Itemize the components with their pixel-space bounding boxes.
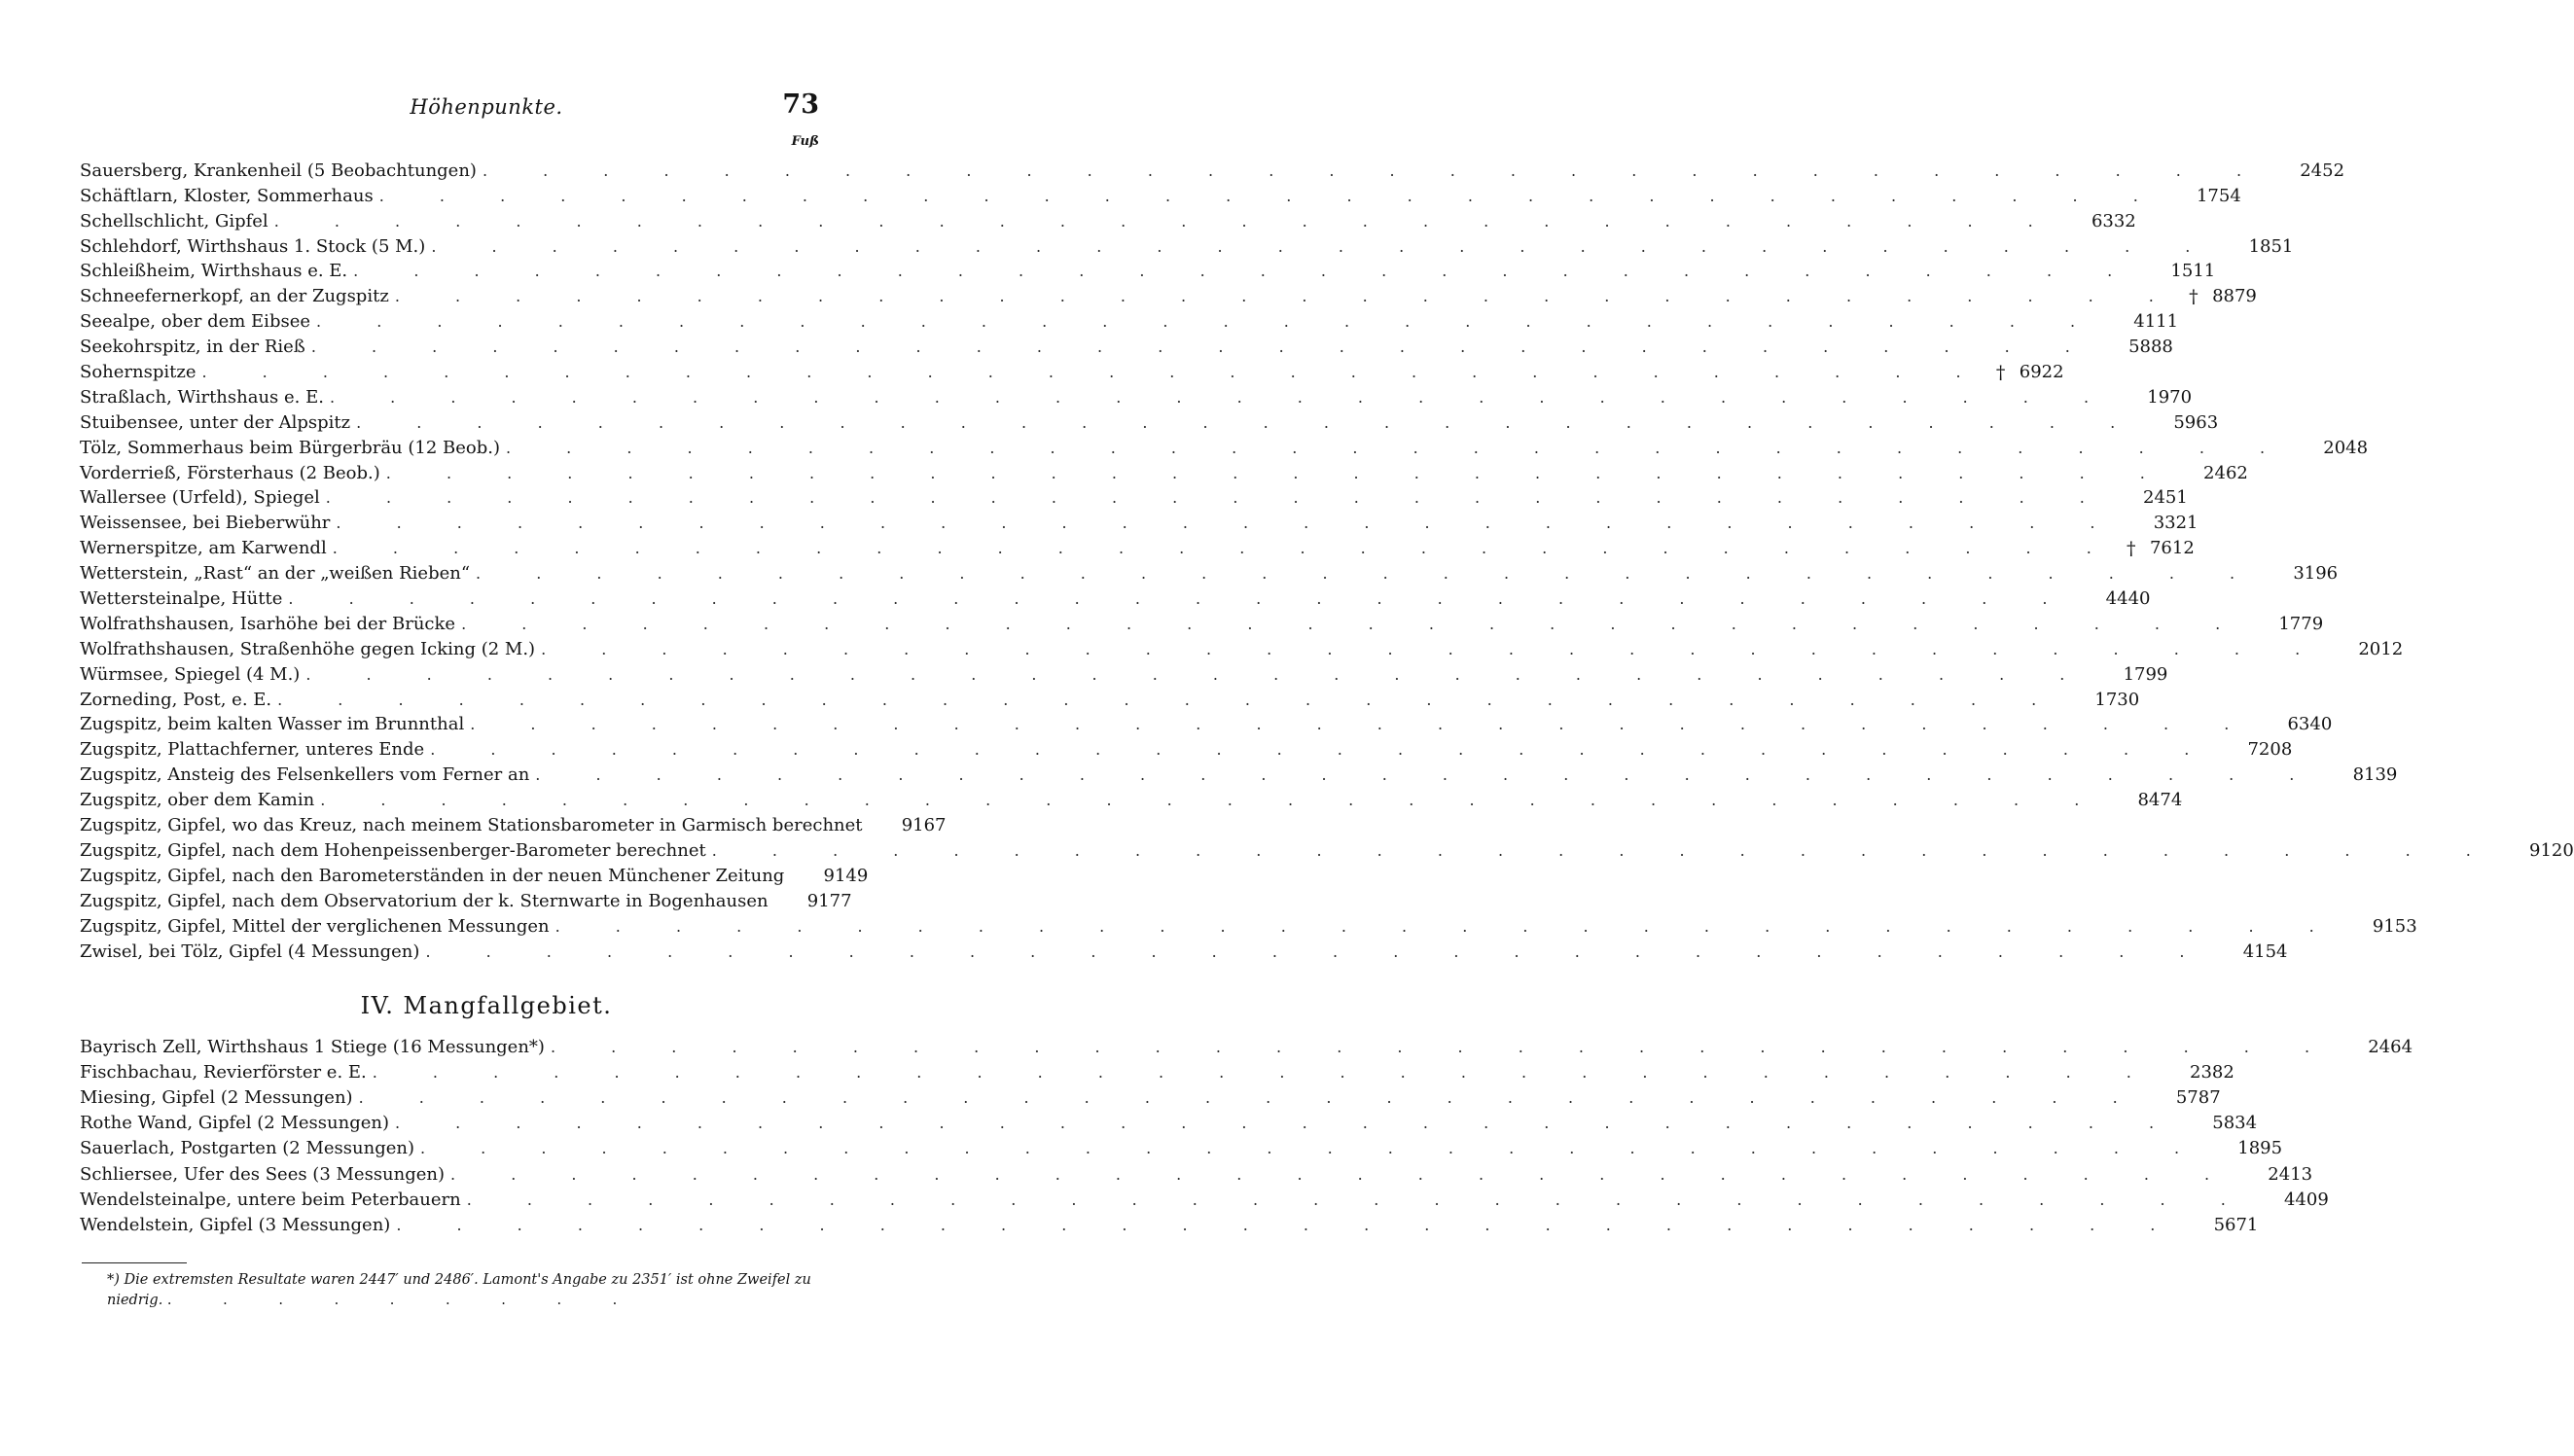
entry-place: Sauerlach, Postgarten (2 Messungen): [80, 1138, 414, 1159]
entry-row: [80, 635, 2404, 660]
entry-row: [80, 282, 2257, 308]
entry-place: Zugspitz, beim kalten Wasser im Brunnthal: [80, 714, 465, 735]
entry-place: Fischbachau, Revierförster e. E.: [80, 1062, 367, 1083]
entry-elevation: 5834: [2212, 1113, 2258, 1134]
entry-row: [80, 811, 947, 836]
unit-label: Fuß: [791, 134, 819, 149]
entry-place: Zugspitz, Ansteig des Felsenkellers vom Ferner an: [80, 764, 530, 786]
entry-place: Straßlach, Wirthshaus e. E.: [80, 386, 324, 408]
entry-elevation: 9120: [2529, 839, 2574, 861]
leader-dots: . . . . . . . . . . . . . . . . . . . . . . . . . . . . . .: [356, 412, 2141, 432]
entry-place: Sauersberg, Krankenheil (5 Beobachtungen): [80, 160, 477, 181]
leader-dots: . . . . . . . . . . . . . . . . . . . . . . . . . . . . . .: [372, 1063, 2157, 1083]
entry-place: Zugspitz, Gipfel, nach dem Hohenpeissenberger-Barometer berechnet: [80, 839, 706, 861]
leader-dots: . . . . . . . . . . . . . . . . . . . . . . . . . . . . . .: [385, 463, 2170, 482]
entry-elevation: 4409: [2283, 1189, 2329, 1210]
entry-place: Schliersee, Ufer des Sees (3 Messungen): [80, 1163, 446, 1185]
leader-dots: . . . . . . . . . . . . . . . . . . . . . . . . . . . . . .: [320, 791, 2105, 810]
footnote-rule: [82, 1262, 187, 1263]
entry-elevation: 2452: [2300, 160, 2345, 181]
entry-place: Vorderrieß, Försterhaus (2 Beob.): [80, 462, 380, 483]
leader-dots: . . . . . . . . . . . . . . . . . . . . . . . . . . . . . .: [277, 690, 2062, 709]
entry-row: [80, 660, 2168, 686]
entry-row: [80, 735, 2293, 761]
section-elevation-list: [80, 1033, 2413, 1236]
entry-place: Miesing, Gipfel (2 Messungen): [80, 1087, 353, 1109]
entry-elevation: 6340: [2287, 714, 2333, 735]
entry-row: [80, 408, 2219, 434]
entry-elevation: 1970: [2147, 386, 2193, 408]
leader-dots: . . . . . . . . . . . . . . . . . . . . . . . . . . . . . .: [273, 211, 2058, 231]
entry-row: [80, 1033, 2413, 1058]
entry-row: [80, 610, 2324, 635]
entry-place: Seealpe, ober dem Eibsee: [80, 311, 311, 333]
entry-elevation: 1799: [2123, 663, 2168, 685]
leader-dots: . . . . . . . . . . . . . . . . . . . . . . . . . . . . . .: [466, 1190, 2251, 1209]
leader-dots: . . . . . . . . . . . . . . . . . . . . . . . . . . . . . .: [711, 840, 2496, 860]
entry-elevation: 8139: [2352, 764, 2398, 786]
leader-dots: . . . . . . . . . . . . . . . . . . . . . . . . . . . . . .: [431, 236, 2216, 256]
entry-elevation: 8879: [2212, 286, 2257, 307]
entry-place: Zugspitz, Gipfel, nach den Barometerständen in der neuen Münchener Zeitung: [80, 865, 785, 886]
entry-elevation: 5787: [2175, 1087, 2221, 1109]
entry-elevation: 2048: [2323, 437, 2369, 458]
entry-elevation: 7612: [2149, 538, 2195, 559]
entry-elevation: 4154: [2242, 941, 2288, 962]
leader-dots: . . . . . . . . . . . . . . . . . . . . . . . . . . . . . .: [396, 1215, 2181, 1234]
section-title: IV. Mangfallgebiet.: [360, 992, 613, 1019]
entry-place: Weissensee, bei Bieberwühr: [80, 513, 331, 534]
entry-place: Zugspitz, Gipfel, Mittel der verglichenen Messungen: [80, 915, 550, 937]
entry-place: Schäftlarn, Kloster, Sommerhaus: [80, 185, 374, 206]
leader-dots: . . . . . . . . . . . . . . . . . . . . . . . . . . . . . .: [470, 715, 2255, 734]
leader-dots: . . . . . . . . . . . . . . . . . . . . . . . . . . . . . .: [394, 287, 2179, 306]
entry-row: [80, 585, 2151, 610]
leader-dots: . . . . . . . . . . . . . . . . . . . . . . . . . . . . . .: [535, 765, 2320, 785]
entry-place: Seekohrspitz, in der Rieß: [80, 337, 305, 358]
entry-place: Wetterstein, „Rast“ an der „weißen Rieben“: [80, 563, 471, 585]
entry-place: Wernerspitze, am Karwendl: [80, 538, 327, 559]
entry-elevation: 6332: [2091, 210, 2136, 231]
leader-dots: . . . . . . . . . . . . . . . . . . . . . . . . . . . . . .: [332, 539, 2117, 558]
entry-elevation: 9149: [823, 865, 869, 886]
entry-elevation: 9167: [901, 815, 947, 836]
page-number: 73: [782, 89, 819, 120]
leader-dots: . . . . . . . . . . . . . . . . . . . . . . . . . . . . . .: [420, 1139, 2205, 1158]
entry-row: [80, 938, 2288, 963]
leader-dots: . . . . . . . . . . . . . . . . . . . . . . . . . . . . . .: [358, 1088, 2143, 1108]
entry-place: Wettersteinalpe, Hütte: [80, 588, 283, 610]
entry-elevation: 1851: [2248, 235, 2294, 257]
entry-place: Schneefernerkopf, an der Zugspitz: [80, 286, 389, 307]
entry-row: [80, 232, 2294, 258]
leader-dots: . . . . . . . . . . . . . . . . . . . . . . . . . . . . . .: [430, 740, 2215, 760]
entry-row: [80, 358, 2064, 384]
entry-elevation: 7208: [2247, 739, 2293, 761]
entry-elevation: 2451: [2143, 487, 2188, 509]
footnote-dots: . . . . . . . . .: [166, 1293, 641, 1308]
entry-elevation: 1895: [2237, 1138, 2283, 1159]
entry-elevation: 2382: [2190, 1062, 2234, 1083]
entry-place: Zugspitz, ober dem Kamin: [80, 790, 315, 811]
entry-place: Tölz, Sommerhaus beim Bürgerbräu (12 Beob.): [80, 437, 500, 458]
entry-elevation: 5671: [2213, 1214, 2259, 1235]
leader-dots: . . . . . . . . . . . . . . . . . . . . . . . . . . . . . .: [450, 1164, 2235, 1184]
leader-dots: . . . . . . . . . . . . . . . . . . . . . . . . . . . . . .: [550, 1038, 2336, 1057]
entry-place: Sohernspitze: [80, 362, 197, 383]
entry-elevation: 1754: [2196, 185, 2241, 206]
leader-dots: . . . . . . . . . . . . . . . . . . . . . . . . . . . . . .: [378, 186, 2163, 205]
dagger-mark: †: [2189, 286, 2199, 308]
leader-dots: . . . . . . . . . . . . . . . . . . . . . . . . . . . . . .: [305, 664, 2091, 684]
leader-dots: . . . . . . . . . . . . . . . . . . . . . . . . . . . . . .: [329, 387, 2115, 407]
entry-elevation: 9177: [806, 890, 852, 911]
entry-place: Zugspitz, Plattachferner, unteres Ende: [80, 739, 425, 761]
entry-place: Zorneding, Post, e. E.: [80, 689, 272, 710]
entry-row: [80, 1211, 2259, 1236]
entry-row: [80, 383, 2193, 408]
entry-row: [80, 307, 2179, 333]
entry-place: Schlehdorf, Wirthshaus 1. Stock (5 M.): [80, 235, 426, 257]
dagger-mark: †: [2127, 538, 2136, 560]
entry-elevation: 1779: [2278, 613, 2324, 634]
leader-dots: . . . . . . . . . . . . . . . . . . . . . . . . . . . . . .: [482, 160, 2268, 180]
entry-place: Wolfrathshausen, Straßenhöhe gegen Icking (2 M.): [80, 638, 536, 659]
entry-elevation: 6922: [2019, 362, 2064, 383]
entry-row: [80, 887, 852, 912]
leader-dots: . . . . . . . . . . . . . . . . . . . . . . . . . . . . . .: [310, 337, 2095, 357]
entry-row: [80, 1134, 2283, 1159]
entry-place: Schleißheim, Wirthshaus e. E.: [80, 261, 348, 282]
entry-place: Stuibensee, unter der Alpspitz: [80, 411, 351, 433]
entry-row: [80, 711, 2333, 736]
entry-row: [80, 534, 2195, 560]
leader-dots: . . . . . . . . . . . . . . . . . . . . . . . . . . . . . .: [476, 564, 2261, 584]
entry-place: Zwisel, bei Tölz, Gipfel (4 Messungen): [80, 941, 420, 962]
leader-dots: . . . . . . . . . . . . . . . . . . . . . . . . . . . . . .: [353, 262, 2138, 281]
entry-elevation: 4440: [2105, 588, 2151, 610]
leader-dots: . . . . . . . . . . . . . . . . . . . . . . . . . . . . . .: [395, 1114, 2180, 1133]
entry-elevation: 2464: [2368, 1037, 2413, 1058]
entry-place: Zugspitz, Gipfel, wo das Kreuz, nach meinem Stationsbarometer in Garmisch berechnet: [80, 815, 863, 836]
entry-row: [80, 862, 869, 887]
entry-row: [80, 333, 2173, 358]
entry-row: [80, 1083, 2221, 1109]
entry-row: [80, 182, 2241, 207]
leader-dots: . . . . . . . . . . . . . . . . . . . . . . . . . . . . . .: [336, 514, 2121, 533]
footnote-text: *) Die extremsten Resultate waren 2447′ und 2486′. Lamont's Angabe zu 2351′ ist ohne Zweifel zu niedrig.: [107, 1272, 811, 1308]
leader-dots: . . . . . . . . . . . . . . . . . . . . . . . . . . . . . .: [461, 614, 2246, 633]
entry-elevation: 5888: [2128, 337, 2173, 358]
entry-place: Wallersee (Urfeld), Spiegel: [80, 487, 320, 509]
entry-row: [80, 559, 2339, 585]
footnote: [107, 1270, 815, 1311]
entry-elevation: 1730: [2094, 689, 2140, 710]
entry-place: Wendelstein, Gipfel (3 Messungen): [80, 1214, 391, 1235]
entry-place: Rothe Wand, Gipfel (2 Messungen): [80, 1113, 389, 1134]
leader-dots: . . . . . . . . . . . . . . . . . . . . . . . . . . . . . .: [541, 639, 2326, 658]
entry-place: Schellschlicht, Gipfel: [80, 210, 268, 231]
entry-row: [80, 786, 2183, 811]
entry-row: [80, 836, 2574, 862]
entry-row: [80, 207, 2136, 232]
running-title: Höhenpunkte.: [410, 95, 563, 119]
entry-row: [80, 1058, 2234, 1083]
entry-row: [80, 459, 2248, 484]
entry-place: Würmsee, Spiegel (4 M.): [80, 663, 301, 685]
entry-place: Zugspitz, Gipfel, nach dem Observatorium der k. Sternwarte in Bogenhausen: [80, 890, 769, 911]
entry-row: [80, 1186, 2329, 1211]
leader-dots: . . . . . . . . . . . . . . . . . . . . . . . . . . . . . .: [288, 589, 2073, 609]
dagger-mark: †: [1995, 362, 2006, 384]
entry-row: [80, 912, 2417, 938]
entry-place: Wolfrathshausen, Isarhöhe bei der Brücke: [80, 613, 456, 634]
entry-elevation: 2413: [2268, 1163, 2313, 1185]
leader-dots: . . . . . . . . . . . . . . . . . . . . . . . . . . . . . .: [506, 438, 2291, 457]
entry-elevation: 2462: [2203, 462, 2248, 483]
entry-row: [80, 1159, 2313, 1185]
entry-elevation: 3196: [2293, 563, 2339, 585]
entry-row: [80, 484, 2188, 510]
entry-elevation: 3321: [2153, 513, 2199, 534]
entry-row: [80, 1109, 2258, 1134]
entry-elevation: 2012: [2358, 638, 2404, 659]
entry-row: [80, 761, 2398, 786]
elevation-list: [80, 157, 2574, 963]
entry-row: [80, 258, 2216, 283]
leader-dots: . . . . . . . . . . . . . . . . . . . . . . . . . . . . . .: [325, 488, 2110, 508]
entry-elevation: 8474: [2137, 790, 2183, 811]
leader-dots: . . . . . . . . . . . . . . . . . . . . . . . . . . . . . .: [425, 941, 2210, 961]
entry-elevation: 5963: [2173, 411, 2219, 433]
leader-dots: . . . . . . . . . . . . . . . . . . . . . . . . . . . . . .: [554, 916, 2340, 936]
entry-place: Wendelsteinalpe, untere beim Peterbauern: [80, 1189, 461, 1210]
entry-row: [80, 157, 2345, 182]
entry-row: [80, 686, 2140, 711]
entry-place: Bayrisch Zell, Wirthshaus 1 Stiege (16 Messungen*): [80, 1037, 545, 1058]
entry-row: [80, 434, 2369, 459]
entry-elevation: 1511: [2170, 261, 2216, 282]
entry-elevation: 4111: [2133, 311, 2179, 333]
leader-dots: . . . . . . . . . . . . . . . . . . . . . . . . . . . . . .: [201, 363, 1986, 382]
entry-row: [80, 509, 2199, 534]
entry-elevation: 9153: [2372, 915, 2417, 937]
leader-dots: . . . . . . . . . . . . . . . . . . . . . . . . . . . . . .: [316, 312, 2101, 332]
